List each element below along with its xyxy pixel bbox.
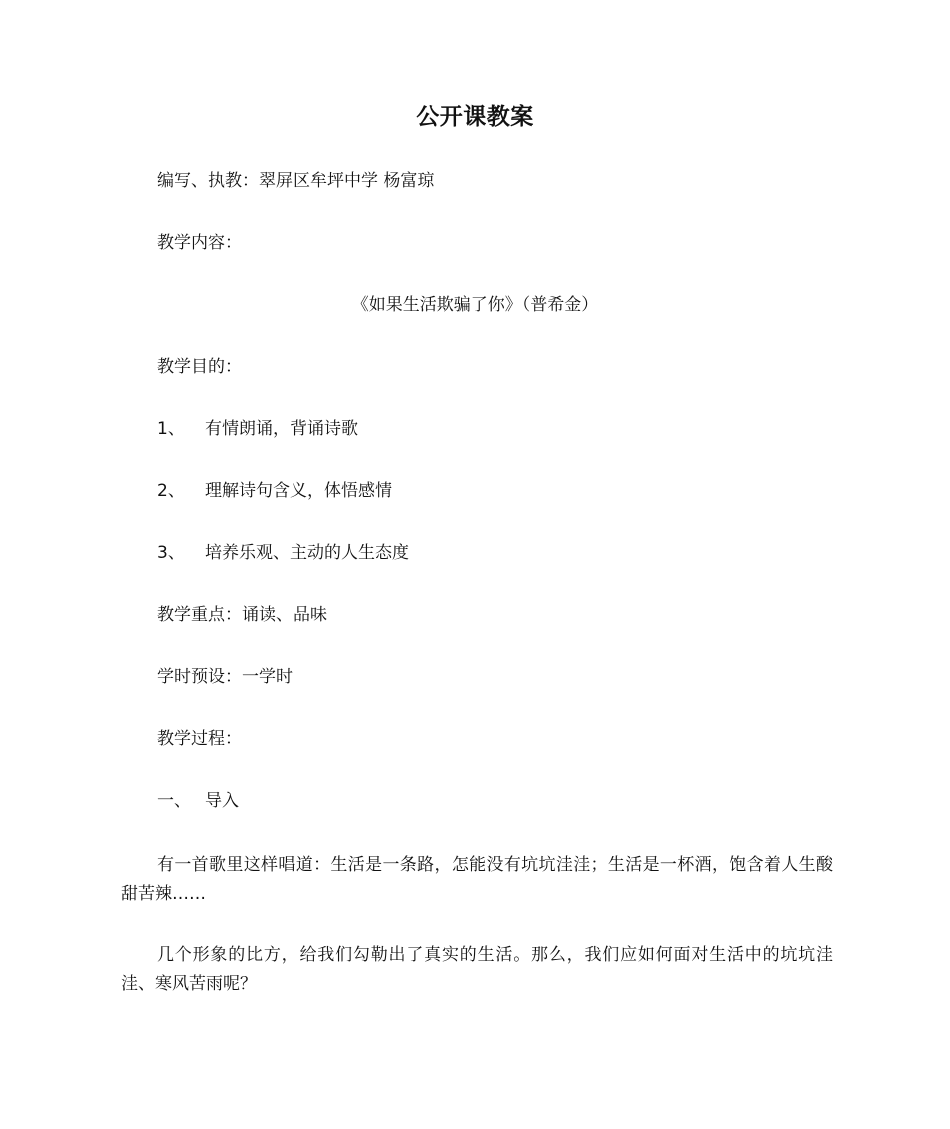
author-line: 编写、执教：翠屏区牟坪中学 杨富琼: [157, 171, 435, 191]
text-title: 《如果生活欺骗了你》（普希金）: [351, 295, 599, 315]
paragraph: 几个形象的比方，给我们勾勒出了真实的生活。那么，我们应如何面对生活中的坑坑洼洼、寒风苦雨呢？: [121, 945, 833, 994]
goal-text: 有情朗诵，背诵诗歌: [205, 419, 358, 439]
goal-item: [157, 416, 358, 442]
time-plan: 学时预设：一学时: [157, 667, 293, 687]
content-label: 教学内容：: [157, 233, 242, 253]
goal-number: 3、: [157, 543, 185, 563]
goal-item: [157, 540, 409, 566]
goal-text: 理解诗句含义，体悟感情: [205, 481, 392, 501]
document-title: 公开课教案: [416, 104, 534, 130]
goal-number: 2、: [157, 481, 185, 501]
section-heading: [157, 788, 239, 814]
section-number: 一、: [157, 791, 191, 811]
goal-item: [157, 478, 392, 504]
section-text: 导入: [205, 791, 239, 811]
goals-label: 教学目的：: [157, 357, 242, 377]
goal-number: 1、: [157, 419, 185, 439]
goal-text: 培养乐观、主动的人生态度: [205, 543, 409, 563]
key-points: 教学重点：诵读、品味: [157, 605, 327, 625]
paragraph: 有一首歌里这样唱道：生活是一条路，怎能没有坑坑洼洼；生活是一杯酒，饱含着人生酸甜苦辣……: [121, 855, 833, 904]
process-label: 教学过程：: [157, 729, 242, 749]
